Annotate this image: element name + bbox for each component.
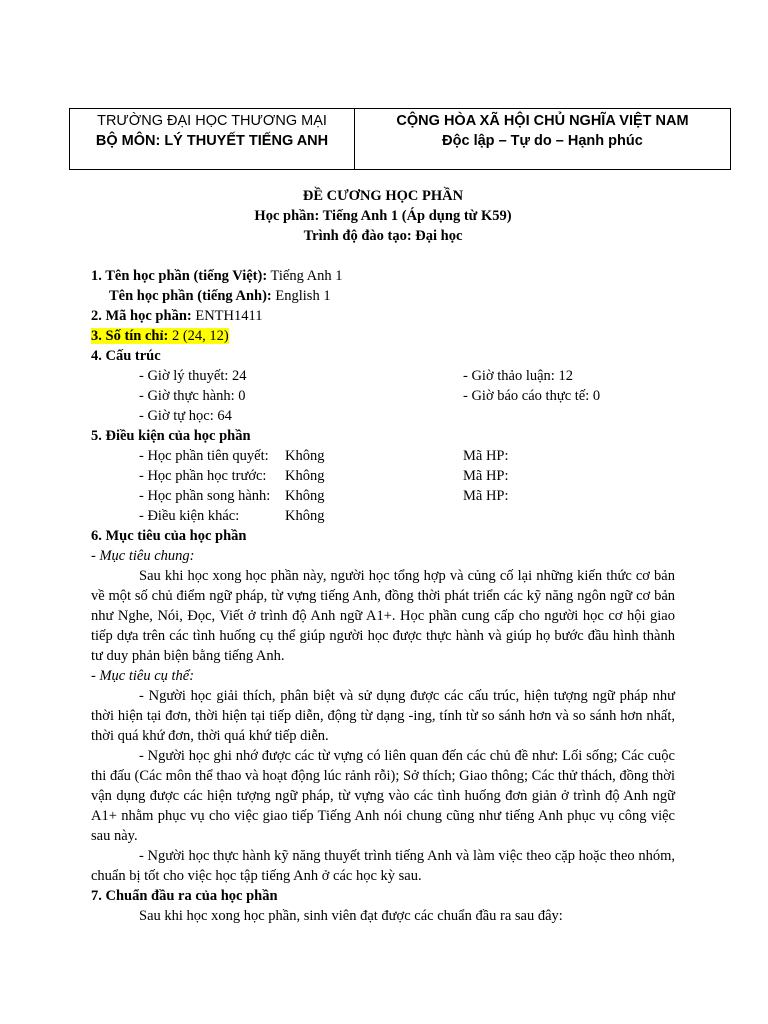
course-name-en [91,286,675,306]
condition-label: - Học phần tiên quyết: [139,448,269,464]
course-name-en-value: English 1 [271,288,331,304]
course-title: Học phần: Tiếng Anh 1 (Áp dụng từ K59) [254,208,512,224]
report-hours: - Giờ báo cáo thực tế: 0 [463,388,601,404]
course-code [91,306,675,326]
specific-objective-1: - Người học giải thích, phân biệt và sử dụng được các cấu trúc, hiện tượng ngữ pháp như thời hiện tại đơn, thời hiện tại tiếp diễn, động từ dạng -ing, tính từ so sánh hơn và so sánh hơn nhất, thời quá khứ đơn, thời quá khứ tiếp diễn. [91,688,675,744]
course-name-vi-value: Tiếng Anh 1 [267,268,343,284]
condition-label: - Học phần song hành: [139,488,271,504]
condition-row [91,446,675,466]
document-body [91,186,675,926]
condition-value: Không [285,448,325,464]
credits-value: 2 (24, 12) [168,328,229,344]
credits [91,326,675,346]
conditions-heading: 5. Điều kiện của học phần [91,428,251,444]
structure-heading: 4. Cấu trúc [91,348,161,364]
discussion-hours: - Giờ thảo luận: 12 [463,368,573,384]
department-name: BỘ MÔN: LÝ THUYẾT TIẾNG ANH [95,133,329,149]
practice-hours: - Giờ thực hành: 0 [139,388,246,404]
specific-objective-3: - Người học thực hành kỹ năng thuyết trình tiếng Anh và làm việc theo cặp hoặc theo nhóm, chuẩn bị tốt cho việc học tập tiếng Anh ở các học kỳ sau. [91,848,675,884]
course-name-vi [91,266,675,286]
course-name-en-label: Tên học phần (tiếng Anh): [109,288,272,304]
motto: Độc lập – Tự do – Hạnh phúc [442,133,643,149]
condition-code [463,506,675,526]
course-code-value: ENTH1411 [191,308,263,324]
objectives-heading: 6. Mục tiêu của học phần [91,528,247,544]
condition-row [91,466,675,486]
header-table [69,108,731,170]
condition-label: - Điều kiện khác: [139,508,240,524]
condition-value: Không [285,468,325,484]
outcomes-text: Sau khi học xong học phần, sinh viên đạt được các chuẩn đầu ra sau đây: [139,908,563,924]
training-level: Trình độ đào tạo: Đại học [303,228,463,244]
condition-value: Không [285,508,325,524]
condition-value: Không [285,488,325,504]
specific-objective-2: - Người học ghi nhớ được các từ vựng có liên quan đến các chủ đề như: Lối sống; Các cuộc thi đấu (Các môn thể thao và hoạt động lúc rảnh rỗi); Sở thích; Giao thông; Các thử thách, đồng thời vận dụng được các hiện tượng ngữ pháp, từ vựng vào các tình huống đơn giản ở trình độ Anh ngữ A1+ nhằm phục vụ cho việc giao tiếp Tiếng Anh nói chung cũng như tiếng Anh phục vụ công việc sau này. [91,748,675,844]
condition-row [91,486,675,506]
course-code-label: 2. Mã học phần: [91,308,192,324]
general-objective-label: - Mục tiêu chung: [91,548,195,564]
condition-label: - Học phần học trước: [139,468,267,484]
credits-label: 3. Số tín chỉ: [91,328,169,344]
university-cell [70,109,355,169]
condition-code: Mã HP: [463,448,509,464]
country-name: CỘNG HÒA XÃ HỘI CHỦ NGHĨA VIỆT NAM [396,113,689,129]
specific-objective-label: - Mục tiêu cụ thể: [91,668,195,684]
theory-hours: - Giờ lý thuyết: 24 [139,368,247,384]
university-name: TRƯỜNG ĐẠI HỌC THƯƠNG MẠI [97,113,327,129]
national-motto-cell [355,109,730,169]
doc-title: ĐỀ CƯƠNG HỌC PHẦN [302,188,464,204]
condition-row [91,506,675,526]
self-study-hours: - Giờ tự học: 64 [139,408,232,424]
general-objective-text: Sau khi học xong học phần này, người học tổng hợp và củng cố lại những kiến thức cơ bản về một số chủ điểm ngữ pháp, từ vựng tiếng Anh, đồng thời phát triển các kỹ năng ngôn ngữ cơ bản như Nghe, Nói, Đọc, Viết ở trình độ Anh ngữ A1+. Học phần cung cấp cho người học cơ hội giao tiếp dựa trên các tình huống cụ thể giúp người học được thực hành và giúp họ bước đầu hình thành tư duy phản biện bằng tiếng Anh. [91,568,675,664]
condition-code: Mã HP: [463,488,509,504]
outcomes-heading: 7. Chuẩn đầu ra của học phần [91,888,278,904]
course-name-vi-label: 1. Tên học phần (tiếng Việt): [91,268,268,284]
condition-code: Mã HP: [463,468,509,484]
